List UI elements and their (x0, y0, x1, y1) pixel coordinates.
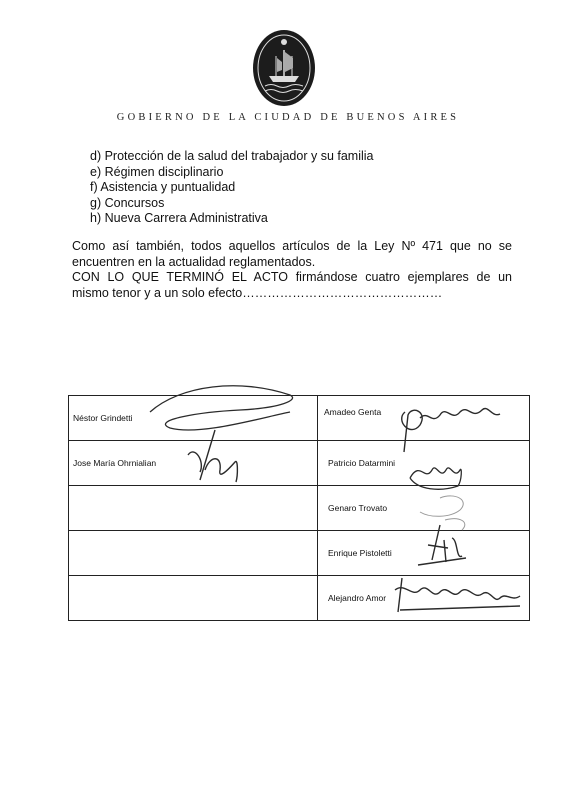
signatory-cell (318, 396, 530, 441)
law-paragraph (72, 239, 512, 270)
city-seal-emblem (251, 28, 317, 108)
table-row (69, 531, 530, 576)
signatures-table (68, 395, 530, 621)
signatory-cell (69, 441, 318, 486)
table-row (69, 576, 530, 621)
law-paragraph-line: encuentren en la actualidad reglamentados. (72, 254, 316, 269)
list-item: f) Asistencia y puntualidad (90, 180, 236, 194)
closing-paragraph (72, 270, 512, 301)
signatory-cell (318, 576, 530, 621)
topics-list (90, 149, 373, 227)
list-item: g) Concursos (90, 195, 165, 210)
signatory-name: Enrique Pistoletti (328, 548, 392, 558)
signatory-name: Jose María Ohrnialian (73, 458, 157, 468)
signatory-cell (318, 441, 530, 486)
signatory-name: Patricio Datarmini (328, 458, 396, 468)
signatory-name: Alejandro Amor (328, 593, 387, 603)
closing-paragraph-line: mismo tenor y a un solo efecto………………………………………… (72, 285, 443, 300)
signatory-cell (318, 486, 530, 531)
signatory-cell (69, 531, 318, 576)
closing-paragraph-line: CON LO QUE TERMINÓ EL ACTO firmándose cuatro ejemplares de un (72, 270, 512, 284)
signatory-name: Amadeo Genta (324, 407, 382, 417)
signatory-cell (69, 576, 318, 621)
signatory-name: Néstor Grindetti (73, 413, 133, 423)
government-header: GOBIERNO DE LA CIUDAD DE BUENOS AIRES (116, 112, 460, 123)
list-item: d) Protección de la salud del trabajador y su familia (90, 149, 374, 163)
signatory-name: Genaro Trovato (328, 503, 388, 513)
table-row (69, 486, 530, 531)
signatory-cell (318, 531, 530, 576)
signatory-cell (69, 486, 318, 531)
table-row (69, 396, 530, 441)
signatory-cell (69, 396, 318, 441)
table-row (69, 441, 530, 486)
list-item: e) Régimen disciplinario (90, 164, 224, 179)
list-item: h) Nueva Carrera Administrativa (90, 211, 268, 225)
law-paragraph-line: Como así también, todos aquellos artículos de la Ley Nº 471 que no se (72, 239, 512, 253)
